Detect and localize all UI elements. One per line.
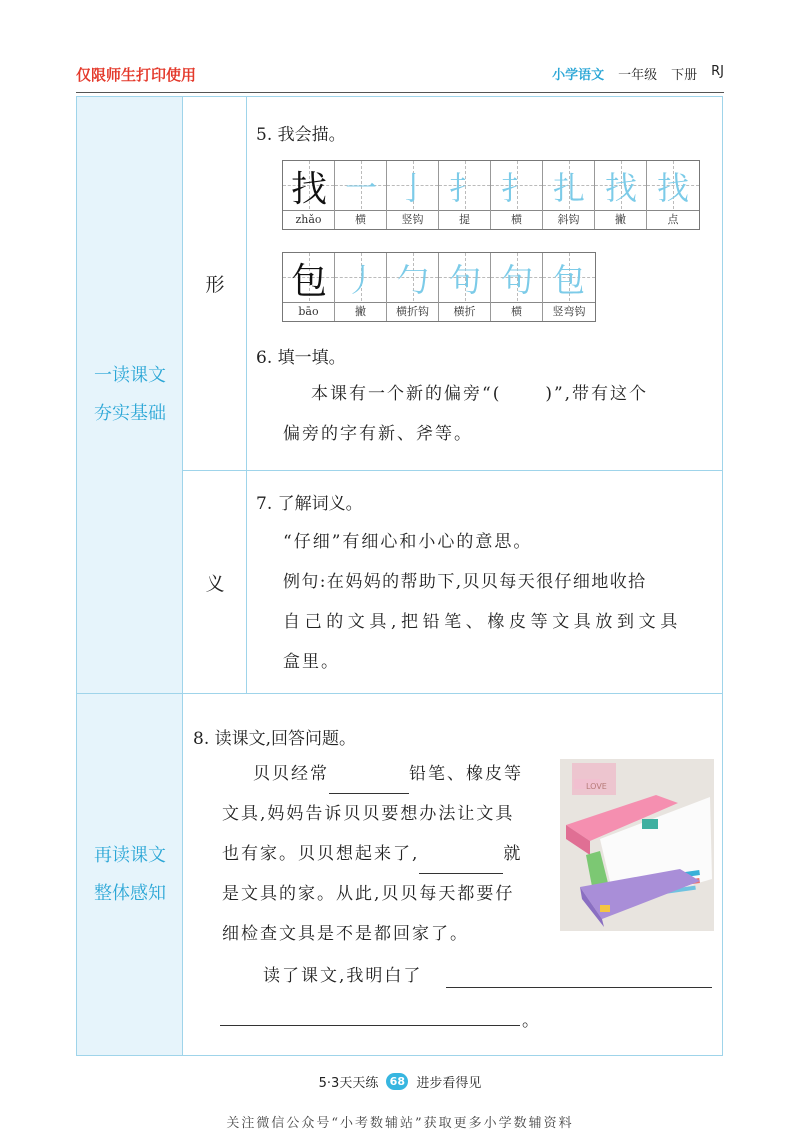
stroke-name-label: 横折 — [439, 302, 490, 321]
stroke-glyph[interactable]: 句 — [500, 261, 533, 299]
volume-label: 下册 — [671, 68, 698, 83]
section-row-divider — [77, 693, 722, 694]
grade-label: 一年级 — [618, 68, 658, 83]
section-read-again-line1: 再读课文 — [94, 845, 166, 866]
subsection-form: 形 — [205, 274, 225, 296]
stroke-glyph[interactable]: 包 — [552, 261, 585, 299]
subject-label: 小学语文 — [552, 68, 605, 83]
stroke-cell — [335, 253, 387, 321]
subsection-column — [183, 97, 247, 693]
pinyin-label: bāo — [283, 302, 334, 321]
stroke-cell — [491, 253, 543, 321]
stroke-glyph[interactable]: 丿 — [344, 261, 377, 299]
pencil-case-photo — [560, 759, 714, 931]
edition-label: RJ — [711, 64, 724, 79]
stroke-name-label: 撇 — [335, 302, 386, 321]
footer-series: 5·3天天练 — [318, 1076, 379, 1091]
q8-line2: 文具,妈妈告诉贝贝要想办法让文具 — [222, 804, 515, 824]
q8-blank-1[interactable] — [329, 768, 409, 794]
stroke-cell — [387, 253, 439, 321]
stroke-cell — [439, 161, 491, 229]
stroke-cell — [543, 253, 595, 321]
stroke-name-label: 撇 — [595, 210, 646, 229]
character-glyph: 包 — [290, 260, 327, 302]
page-number: 68 — [386, 1073, 408, 1090]
q7-line1: “仔细”有细心和小心的意思。 — [283, 532, 533, 552]
stroke-name-label: 横 — [335, 210, 386, 229]
stroke-glyph[interactable]: 扌 — [500, 169, 533, 207]
section-read-again — [77, 694, 183, 1056]
page-footer — [0, 1072, 800, 1091]
q7-line2: 例句:在妈妈的帮助下,贝贝每天很仔细地收拾 — [283, 572, 647, 592]
stroke-glyph[interactable]: 亅 — [396, 169, 429, 207]
stroke-name-label: 提 — [439, 210, 490, 229]
q8-line6: 读了课文,我明白了 — [263, 966, 423, 986]
q6-line2: 偏旁的字有新、斧等。 — [283, 424, 473, 444]
q8-line5: 细检查文具是不是都回家了。 — [222, 924, 469, 944]
wechat-notice: 关注微信公众号“小考数辅站”获取更多小学数辅资料 — [226, 1116, 574, 1131]
stroke-name-label: 横 — [491, 302, 542, 321]
q8-line4: 是文具的家。从此,贝贝每天都要仔 — [222, 884, 515, 904]
stroke-glyph[interactable]: 勹 — [396, 261, 429, 299]
section-read-once — [77, 97, 183, 693]
q8-title: 8. 读课文,回答问题。 — [193, 729, 357, 749]
stroke-cell — [491, 161, 543, 229]
section-read-once-line1: 一读课文 — [94, 365, 166, 386]
q7-title: 7. 了解词义。 — [256, 494, 363, 514]
section-read-once-line2: 夯实基础 — [94, 403, 166, 424]
q7-line4: 盒里。 — [283, 652, 340, 672]
stroke-cell — [543, 161, 595, 229]
pencil-case-illustration — [560, 759, 714, 931]
q8-answer-line-2[interactable] — [220, 1010, 520, 1026]
footer-slogan: 进步看得见 — [416, 1076, 482, 1091]
q8-line1: 贝贝经常 铅笔、橡皮等 — [253, 754, 523, 794]
stroke-name-label: 竖弯钩 — [543, 302, 595, 321]
print-notice: 仅限师生打印使用 — [76, 66, 197, 84]
stroke-cell — [439, 253, 491, 321]
q8-line3: 也有家。贝贝想起来了, 就 — [222, 834, 522, 874]
stroke-cell — [647, 161, 699, 229]
q5-title: 5. 我会描。 — [256, 125, 346, 145]
q7-line3: 自己的文具,把铅笔、橡皮等文具放到文具 — [283, 612, 682, 632]
stroke-name-label: 横折钩 — [387, 302, 438, 321]
stroke-cell — [335, 161, 387, 229]
stroke-glyph[interactable]: 找 — [656, 169, 689, 207]
q5-stroke-strip-zhao — [282, 160, 700, 230]
pinyin-label: zhǎo — [283, 210, 334, 229]
stroke-cell — [387, 161, 439, 229]
section-column — [77, 97, 183, 1055]
q8-blank-2[interactable] — [419, 848, 503, 874]
form-meaning-divider — [183, 470, 722, 471]
subsection-meaning: 义 — [205, 572, 225, 595]
stroke-cell — [595, 161, 647, 229]
stroke-glyph[interactable]: 句 — [448, 261, 481, 299]
header-rule — [76, 92, 724, 93]
stroke-glyph[interactable]: 扌 — [448, 169, 481, 207]
stroke-name-label: 斜钩 — [543, 210, 594, 229]
stroke-cell — [283, 253, 335, 321]
q6-line1: 本课有一个新的偏旁“( )”,带有这个 — [311, 384, 649, 404]
q8-answer-line-1[interactable] — [446, 972, 712, 988]
stroke-name-label: 点 — [647, 210, 699, 229]
stroke-glyph[interactable]: 找 — [604, 169, 637, 207]
q6-title: 6. 填一填。 — [256, 348, 346, 368]
stroke-name-label: 横 — [491, 210, 542, 229]
section-read-again-line2: 整体感知 — [94, 883, 166, 904]
character-glyph: 找 — [290, 168, 327, 210]
q5-stroke-strip-bao — [282, 252, 596, 322]
stroke-glyph[interactable]: 一 — [344, 169, 377, 207]
q8-end-period: 。 — [522, 1011, 539, 1031]
stroke-glyph[interactable]: 扎 — [552, 169, 585, 207]
stroke-name-label: 竖钩 — [387, 210, 438, 229]
book-info — [552, 64, 724, 83]
stroke-cell — [283, 161, 335, 229]
